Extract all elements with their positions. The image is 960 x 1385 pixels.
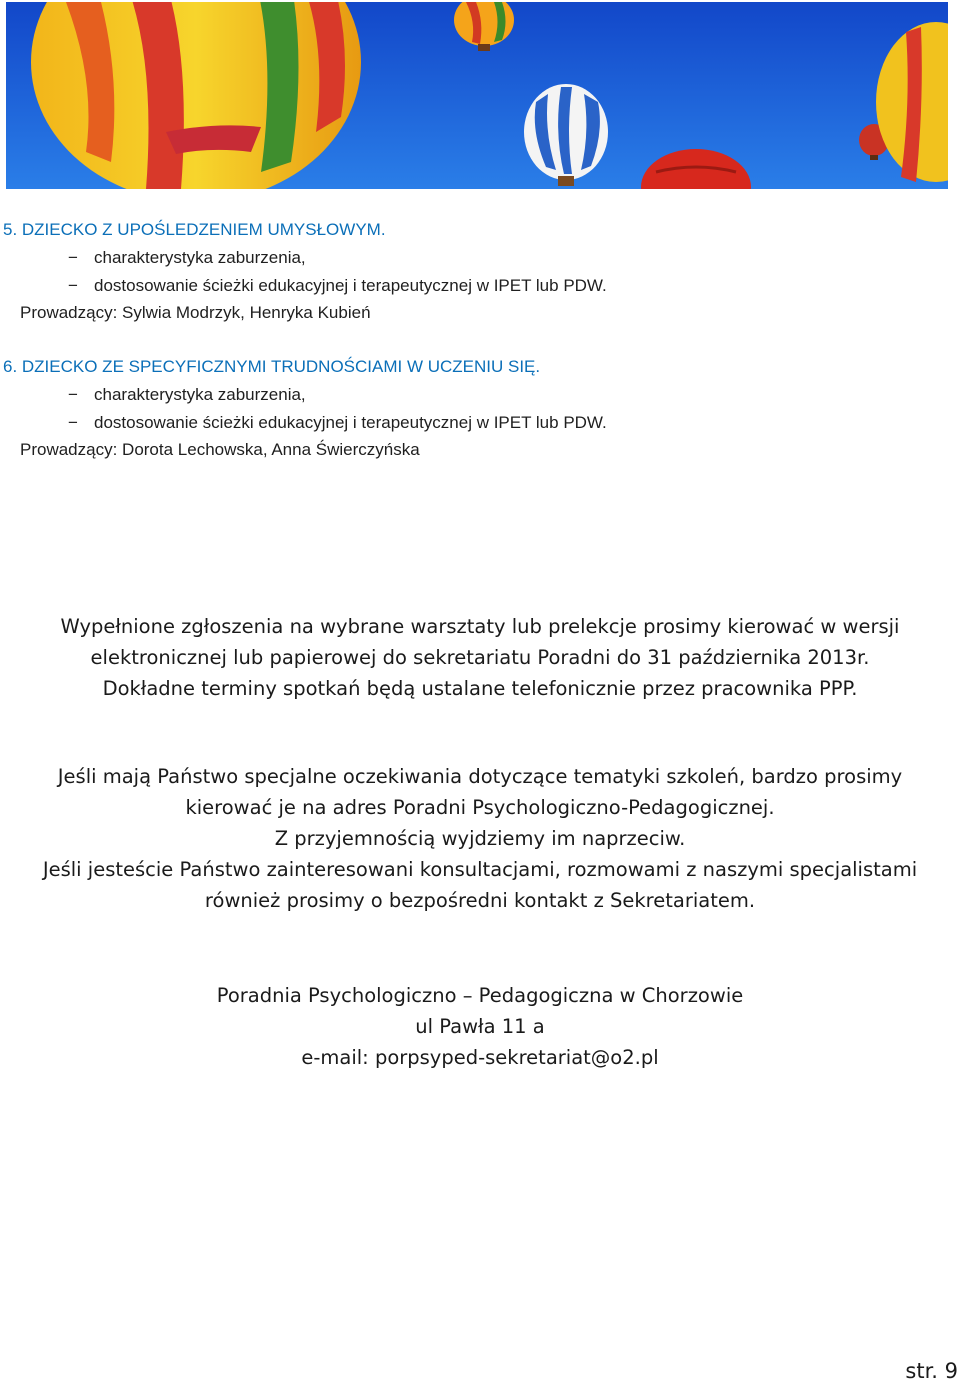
contact-block — [0, 980, 960, 1073]
bullet-dash: − — [68, 276, 78, 295]
section-6-bullet-1 — [68, 384, 306, 406]
section-6-presenter: Prowadzący: Dorota Lechowska, Anna Świerczyńska — [20, 440, 420, 459]
registration-line: Dokładne terminy spotkań będą ustalane telefonicznie przez pracownika PPP. — [102, 677, 858, 700]
registration-line: Wypełnione zgłoszenia na wybrane warsztaty lub prelekcje prosimy kierować w wersji — [60, 615, 900, 638]
expectations-line: również prosimy o bezpośredni kontakt z Sekretariatem. — [204, 889, 756, 912]
section-5-title: 5. DZIECKO Z UPOŚLEDZENIEM UMYSŁOWYM. — [3, 220, 386, 239]
expectations-paragraph — [0, 761, 960, 916]
bullet-text: dostosowanie ścieżki edukacyjnej i terapeutycznej w IPET lub PDW. — [94, 413, 607, 432]
bullet-dash: − — [68, 248, 78, 267]
section-5-bullet-1 — [68, 247, 306, 269]
bullet-text: charakterystyka zaburzenia, — [94, 385, 306, 404]
bullet-text: charakterystyka zaburzenia, — [94, 248, 306, 267]
section-5-bullet-2 — [68, 275, 607, 297]
contact-email: e-mail: porpsyped-sekretariat@o2.pl — [301, 1046, 659, 1069]
bullet-dash: − — [68, 413, 78, 432]
section-6-bullet-2 — [68, 412, 607, 434]
contact-address: ul Pawła 11 a — [415, 1015, 545, 1038]
section-6-title: 6. DZIECKO ZE SPECYFICZNYMI TRUDNOŚCIAMI W UCZENIU SIĘ. — [3, 357, 541, 376]
registration-line: elektronicznej lub papierowej do sekretariatu Poradni do 31 października 2013r. — [90, 646, 870, 669]
section-5-presenter: Prowadzący: Sylwia Modrzyk, Henryka Kubień — [20, 303, 371, 322]
expectations-line: Z przyjemnością wyjdziemy im naprzeciw. — [274, 827, 686, 850]
bullet-dash: − — [68, 385, 78, 404]
registration-paragraph — [0, 611, 960, 704]
expectations-line: kierować je na adres Poradni Psychologiczno-Pedagogicznej. — [185, 796, 775, 819]
page-number: str. 9 — [905, 1359, 958, 1383]
expectations-line: Jeśli jesteście Państwo zainteresowani konsultacjami, rozmowami z naszymi specjalistami — [42, 858, 918, 881]
contact-name: Poradnia Psychologiczno – Pedagogiczna w Chorzowie — [216, 984, 744, 1007]
hot-air-balloons-image — [6, 2, 948, 189]
expectations-line: Jeśli mają Państwo specjalne oczekiwania dotyczące tematyki szkoleń, bardzo prosimy — [57, 765, 903, 788]
bullet-text: dostosowanie ścieżki edukacyjnej i terapeutycznej w IPET lub PDW. — [94, 276, 607, 295]
large-balloon-left — [31, 2, 361, 189]
